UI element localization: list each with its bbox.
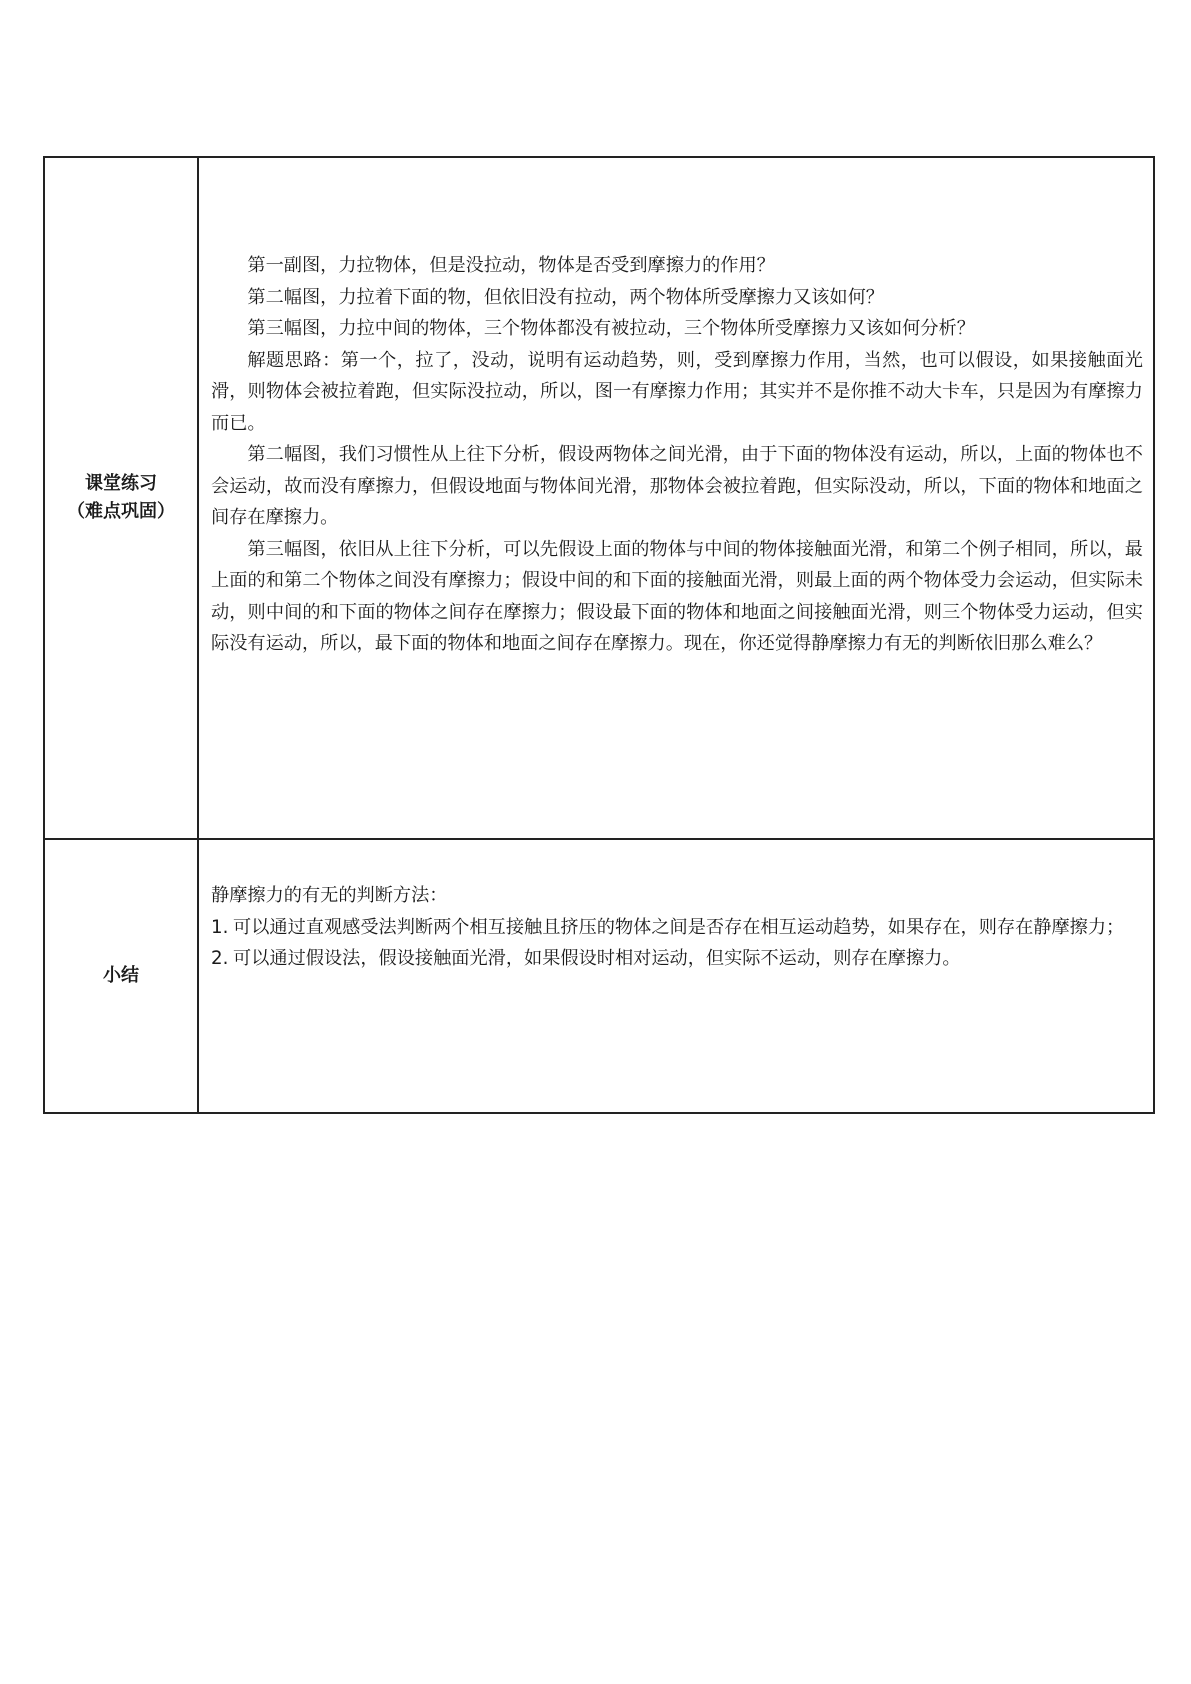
practice-label-title: 课堂练习 [85,473,157,494]
practice-label-subtitle: （难点巩固） [67,501,175,522]
summary-row [44,839,1154,1113]
practice-paragraph: 第三幅图，依旧从上往下分析，可以先假设上面的物体与中间的物体接触面光滑，和第二个例子相同，所以，最上面的和第二个物体之间没有摩擦力；假设中间的和下面的接触面光滑，则最上面的两个物体受力会运动，但实际未动，则中间的和下面的物体之间存在摩擦力；假设最下面的物体和地面之间接触面光滑，则三个物体受力运动，但实际没有运动，所以，最下面的物体和地面之间存在摩擦力。现在，你还觉得静摩擦力有无的判断依旧那么难么？ [211,538,1143,654]
practice-content-cell [198,157,1154,839]
practice-paragraph: 第二幅图，我们习惯性从上往下分析，假设两物体之间光滑，由于下面的物体没有运动，所以，上面的物体也不会运动，故而没有摩擦力，但假设地面与物体间光滑，那物体会被拉着跑，但实际没动，所以，下面的物体和地面之间存在摩擦力。 [211,444,1143,528]
practice-paragraph: 第二幅图，力拉着下面的物，但依旧没有拉动，两个物体所受摩擦力又该如何？ [247,286,884,308]
summary-label-cell [44,839,198,1113]
summary-item-text: 可以通过直观感受法判断两个相互接触且挤压的物体之间是否存在相互运动趋势，如果存在，则存在静摩擦力； [233,916,1125,938]
practice-row [44,157,1154,839]
summary-list-item [211,912,1143,944]
practice-paragraph: 第三幅图，力拉中间的物体，三个物体都没有被拉动，三个物体所受摩擦力又该如何分析？ [247,318,975,339]
summary-item-number: 1. [211,916,229,938]
summary-item-number: 2. [211,948,229,969]
summary-intro: 静摩擦力的有无的判断方法： [211,885,448,906]
practice-paragraph: 解题思路：第一个，拉了，没动，说明有运动趋势，则，受到摩擦力作用，当然，也可以假设，如果接触面光滑，则物体会被拉着跑，但实际没拉动，所以，图一有摩擦力作用；其实并不是你推不动大卡车，只是因为有摩擦力而已。 [211,349,1143,434]
practice-paragraph: 第一副图，力拉物体，但是没拉动，物体是否受到摩擦力的作用？ [247,255,775,276]
practice-label-cell [44,157,198,839]
lesson-table [43,156,1155,1114]
summary-label: 小结 [103,965,139,986]
summary-list-item [211,943,1143,975]
summary-item-text: 可以通过假设法，假设接触面光滑，如果假设时相对运动，但实际不运动，则存在摩擦力。 [233,948,961,969]
summary-content-cell [198,839,1154,1113]
